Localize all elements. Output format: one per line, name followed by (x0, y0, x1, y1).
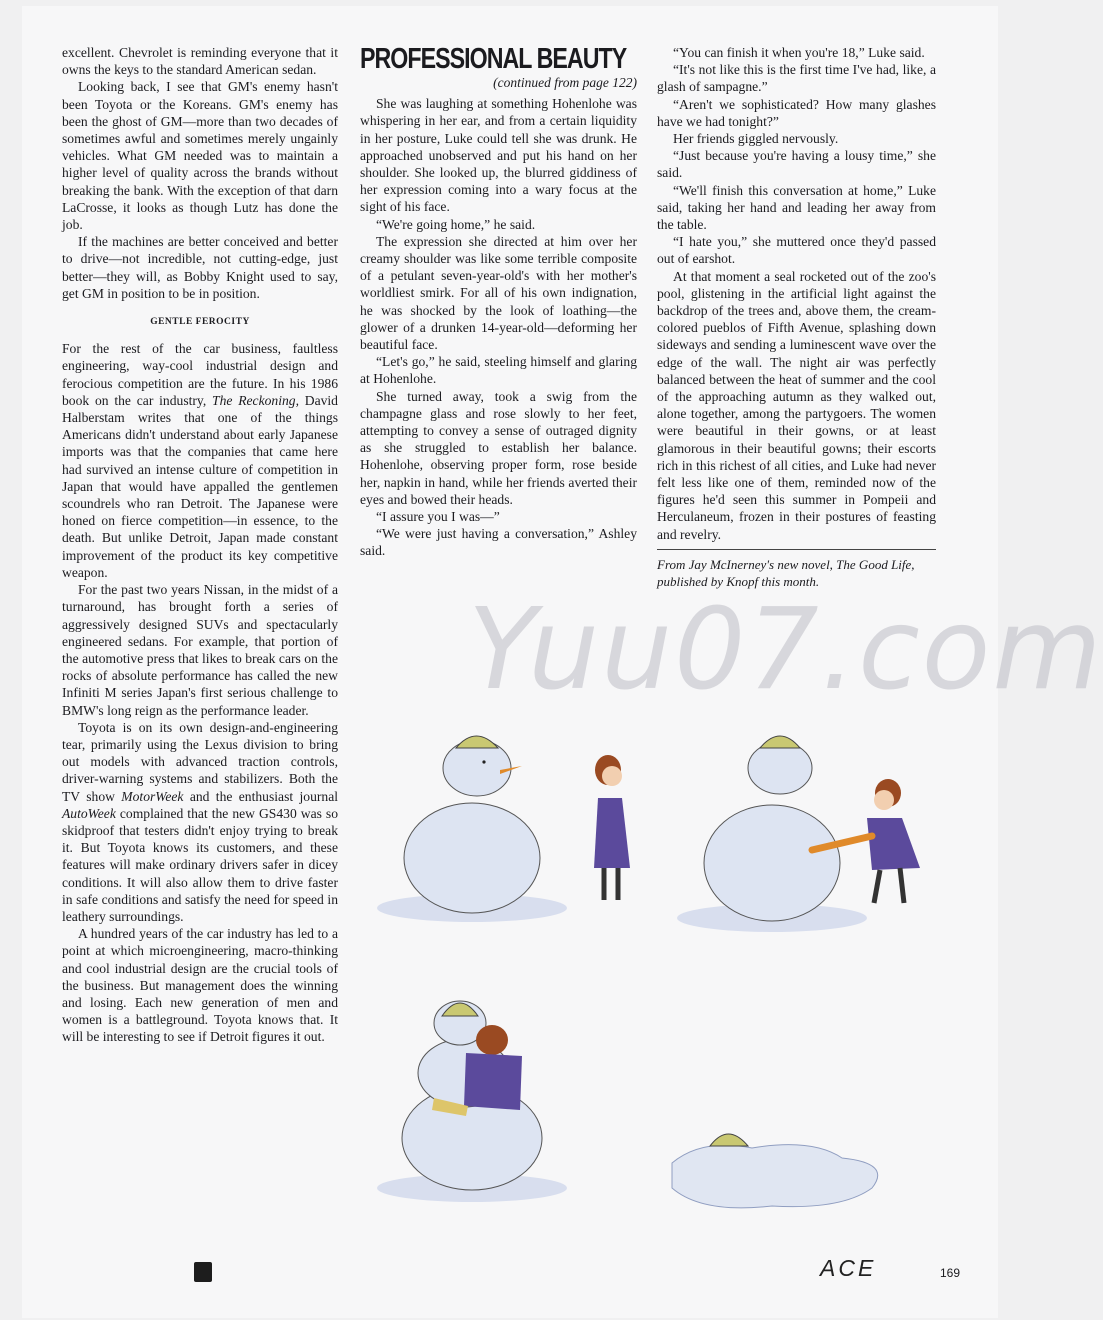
paragraph: “Aren't we sophisticated? How many glashes have we had tonight?” (657, 96, 936, 129)
right-column (657, 44, 936, 590)
watermark: Yuu07.com (468, 585, 1103, 715)
girl-hair (476, 1025, 508, 1055)
paragraph: Looking back, I see that GM's enemy hasn't been Toyota or the Koreans. GM's enemy has been the ghost of GM—more than two decades of sometimes awful and sometimes merely ungainly vehicles. What GM needed was to maintain a higher level of quality across the brands without breaking the bank. With the exception of that darn LaCrosse, it looks as though Lutz has done the job. (62, 79, 338, 233)
snowman-eye (482, 760, 485, 763)
snowman-head (748, 742, 812, 794)
left-column (62, 44, 338, 1046)
paragraph: At that moment a seal rocketed out of the zoo's pool, glistening in the artificial light against the backdrop of the trees and, above them, the cream-colored pueblos of Fifth Avenue, splashing down sideways and sending a luminescent wave over the edge of the wall. The night air was perfectly balanced between the heat of summer and the cool of the approaching autumn as they walked out, alone together, among the partygoers. The women were beautiful in their gowns, or at least glamorous in their beautiful gowns; their escorts rich in this richest of all cities, and Luke had never felt less like one of them, reminded now of the figures he'd seen this summer in Pompeii and Herculaneum, frozen in their postures of feasting and revelry. (657, 268, 936, 542)
cartoon-panel-1 (377, 736, 630, 922)
paragraph: “I hate you,” she muttered once they'd passed out of earshot. (657, 234, 936, 267)
paragraph: “You can finish it when you're 18,” Luke said. (673, 45, 925, 60)
article-title: PROFESSIONAL BEAUTY (360, 43, 627, 75)
cartoon-panel-2 (677, 736, 920, 932)
paragraph: “We'll finish this conversation at home,” Luke said, taking her hand and leading her away from the table. (657, 182, 936, 233)
paragraph: “It's not like this is the first time I've had, like, a glash of sampagne.” (657, 62, 936, 95)
page-number: 169 (940, 1266, 961, 1280)
paragraph: “Let's go,” he said, steeling himself and glaring at Hohenlohe. (360, 354, 637, 387)
paragraph: Toyota is on its own design-and-engineering tear, primarily using the Lexus division to bring out models with advanced traction controls, driver-warning systems and stabilizers. Both the TV show MotorWeek and the enthusiast journal AutoWeek complained that the new GS430 was so skidproof that testers didn't enjoy trying to break it. But Toyota knows its customers, and these features will make ordinary drivers safer in dicey conditions. It will also allow them to drive faster in safe conditions and satisfy the need for speed in leathery surroundings. (62, 719, 339, 924)
girl-coat (867, 818, 920, 870)
snowman-body (404, 803, 540, 913)
girl-leg (874, 870, 880, 903)
girl-coat (594, 798, 630, 868)
paragraph: Her friends giggled nervously. (673, 131, 839, 147)
paragraph: “I assure you I was—” (376, 509, 500, 525)
artist-signature: ACE (820, 1255, 877, 1281)
paragraph: If the machines are better conceived and better to drive—not incredible, not cutting-edge, just better—they will, as Bobby Knight used to say, get GM in position to be in position. (62, 234, 338, 301)
girl-coat (464, 1053, 522, 1110)
girl-head (874, 790, 894, 810)
snowman-hat (456, 736, 498, 748)
girl-head (602, 766, 622, 786)
middle-column (360, 44, 637, 560)
playboy-bunny-icon (194, 1262, 212, 1282)
paragraph: She was laughing at something Hohenlohe was whispering in her ear, and from a certain liquidity in her posture, Luke could tell she was drunk. He approached unobserved and put his hand on her shoulder. She looked up, the blurred giddiness of her expression coming into a wary focus at the sight of his face. (360, 96, 637, 215)
paragraph: excellent. Chevrolet is reminding everyone that it owns the keys to the standard American sedan. (62, 45, 338, 78)
puddle-hat (710, 1134, 748, 1146)
snowman-hat (760, 736, 800, 748)
continued-note: (continued from page 122) (493, 75, 637, 90)
paragraph: “We're going home,” he said. (376, 216, 536, 232)
girl-leg (900, 868, 904, 903)
paragraph: For the rest of the car business, faultless engineering, way-cool industrial design and ferocious competition are the future. In his 1986 book on the car industry, The Reckoning, David Halberstam writes that one of the things Americans didn't understand about early Japanese imports was that the companies that came here had survived an intense culture of competition in Japan that would have appalled the gentlemen scoundrels who ran Detroit. The Japanese were honed on fierce competition—in essence, to the death. But unlike Detroit, Japan made constant improvement of the product its key competitive weapon. (62, 341, 338, 580)
paragraph: “Just because you're having a lousy time,” she said. (657, 148, 936, 181)
paragraph: A hundred years of the car industry has led to a point at which microengineering, macro-thinking and cool industrial design are the crucial tools of the business. But management does the winning and losing. Each new generation of men and women is a battleground. Toyota knows that. It will be interesting to see if Detroit figures it out. (62, 926, 338, 1045)
section-subhead: GENTLE FEROCITY (150, 317, 250, 328)
paragraph: For the past two years Nissan, in the midst of a turnaround, has brought forth a series of aggressively designed SUVs and spectacularly engineered sedans. For example, that portion of the automotive press that likes to break cars on the rocks of absolute performance has called the new Infiniti M series Japan's first serious challenge to BMW's long reign as the performance leader. (62, 582, 338, 718)
paragraph: She turned away, took a swig from the champagne glass and rose slowly to her feet, attempting to convey a sense of outraged dignity as she struggled to establish her balance. Hohenlohe, observing proper form, rose beside her, napkin in hand, while her friends averted their eyes and bowed their heads. (360, 388, 637, 507)
paragraph: The expression she directed at him over her creamy shoulder was like some terrible composite of a petulant seven-year-old's with her mother's worldliest smirk. For all of his own indignation, he was shocked by the look of loathing—the glower of a drunken 14-year-old—deforming her beautiful face. (360, 233, 637, 353)
paragraph: “We were just having a conversation,” Ashley said. (360, 526, 637, 559)
melted-puddle (672, 1145, 878, 1208)
snowman-body (704, 805, 840, 921)
cartoon-panel-4 (672, 1134, 878, 1208)
cartoon-panel-3 (377, 1001, 567, 1202)
book-credit: From Jay McInerney's new novel, The Good Life, published by Knopf this month. (657, 549, 936, 590)
snowman-cartoon (372, 718, 962, 1238)
